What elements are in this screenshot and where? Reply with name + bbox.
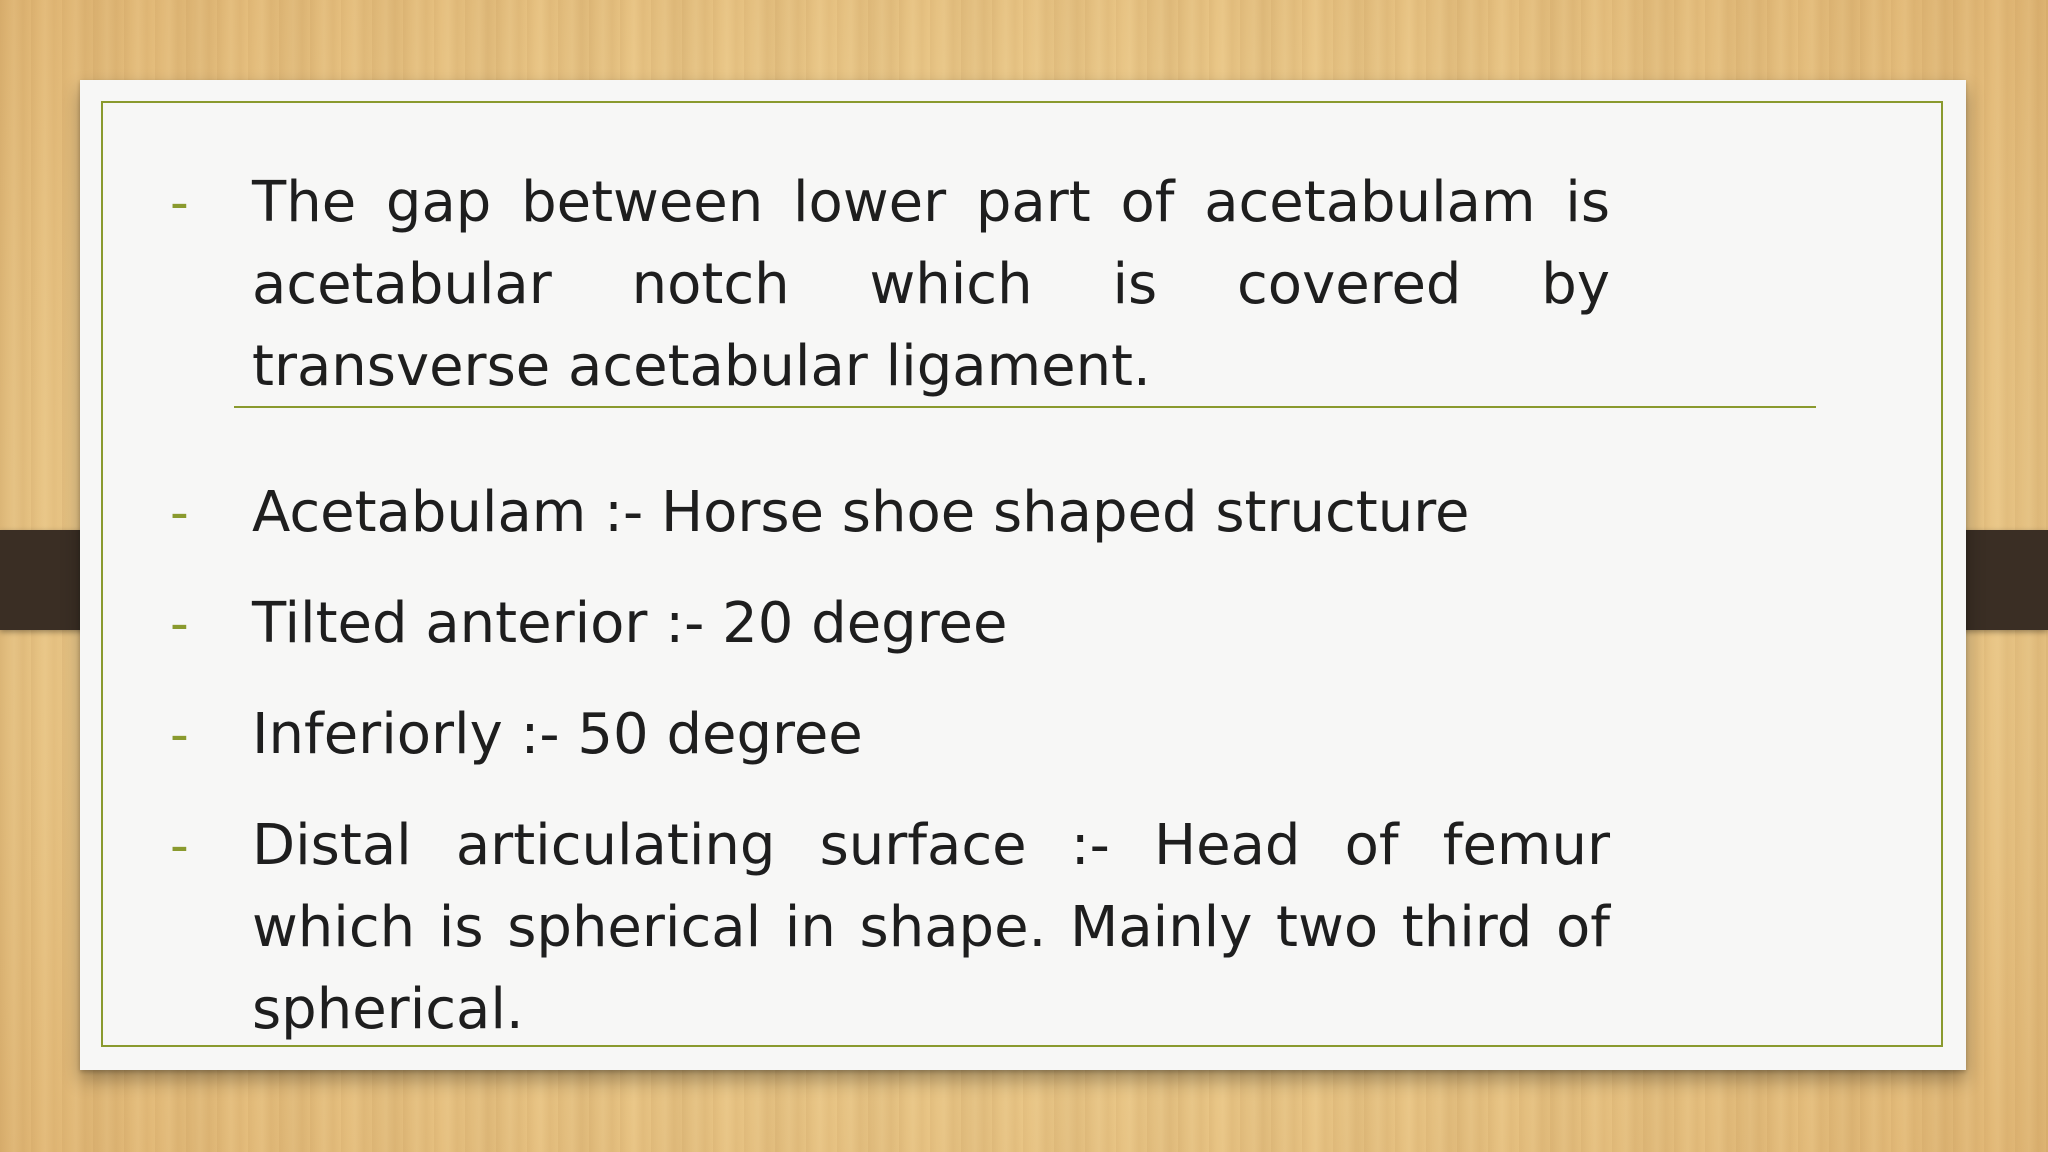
bullet-text: Tilted anterior :- 20 degree [252, 591, 1008, 656]
bullet-dash: - [170, 816, 189, 876]
bullet-dash: - [170, 483, 189, 543]
bullet-text: The gap between lower part of acetabulam is acetabular notch which is covered by transverse acetabular ligament. [252, 170, 1610, 399]
bullet-dash: - [170, 594, 189, 654]
bullet-text: Inferiorly :- 50 degree [252, 702, 863, 767]
bullet-dash: - [170, 705, 189, 765]
bullet-text: Distal articulating surface :- Head of femur which is spherical in shape. Mainly two third of spherical. [252, 813, 1610, 1042]
bullet-dash: - [170, 173, 189, 233]
bullet-text: Acetabulam :- Horse shoe shaped structure [252, 480, 1470, 545]
slide-card [80, 80, 1966, 1070]
